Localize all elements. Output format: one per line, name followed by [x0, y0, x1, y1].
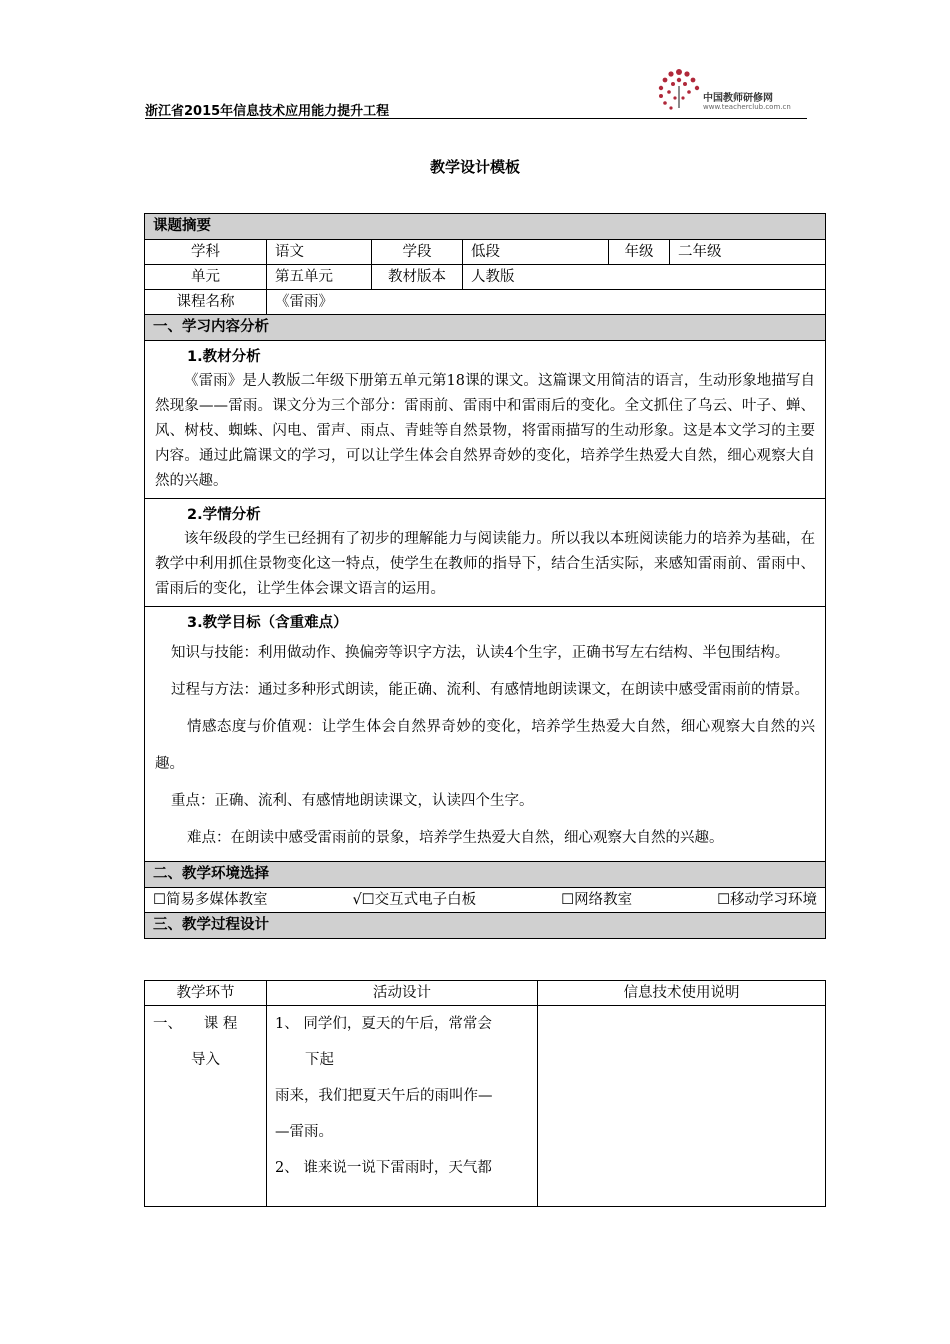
- lesson-plan-table: [144, 213, 826, 939]
- env-option-network-classroom[interactable]: ☐网络教室: [561, 892, 633, 908]
- material-analysis-text: 《雷雨》是人教版二年级下册第五单元第18课的课文。这篇课文用简洁的语言，生动形象地描写自然现象——雷雨。课文分为三个部分：雷雨前、雷雨中和雷雨后的变化。全文抓住了乌云、叶子、蝉、风、树枝、蜘蛛、闪电、雷声、雨点、青蛙等自然景物，将雷雨描写的生动形象。这是本文学习的主要内容。通过此篇课文的学习，可以让学生体会自然界奇妙的变化，培养学生热爱大自然，细心观察大自然的兴趣。: [155, 373, 816, 489]
- unit-value: 第五单元: [267, 265, 372, 290]
- goal-knowledge: 知识与技能：利用做动作、换偏旁等识字方法，认读4个生字，正确书写左右结构、半包围结构。: [171, 645, 790, 661]
- stage-name-cont: 导入: [191, 1052, 220, 1068]
- activity-cell: [267, 1006, 538, 1207]
- activity-line: 雨来，我们把夏天午后的雨叫作—: [275, 1088, 493, 1104]
- student-analysis-text: 该年级段的学生已经拥有了初步的理解能力与阅读能力。所以我以本班阅读能力的培养为基础，在教学中利用抓住景物变化这一特点，使学生在教师的指导下，结合生活实际，来感知雷雨前、雷雨中、雷雨后的变化，让学生体会课文语言的运用。: [155, 531, 816, 597]
- student-analysis: [145, 499, 826, 607]
- goal-emotion: 情感态度与价值观：让学生体会自然界奇妙的变化，培养学生热爱大自然，细心观察大自然的兴趣。: [155, 719, 816, 772]
- subject-label: 学科: [145, 240, 267, 265]
- stage-name: 一、 课 程: [153, 1016, 238, 1032]
- section2-heading: 二、教学环境选择: [145, 862, 826, 888]
- header-title: 浙江省2015年信息技术应用能力提升工程: [145, 104, 390, 119]
- page-header: [145, 66, 807, 122]
- logo-text: 中国教师研修网: [703, 93, 773, 104]
- info-tech-cell: [538, 1006, 826, 1207]
- teaching-goals: [145, 607, 826, 862]
- grade-value: 二年级: [670, 240, 826, 265]
- difficult-point: 难点：在朗读中感受雷雨前的景象，培养学生热爱大自然，细心观察大自然的兴趣。: [187, 830, 724, 846]
- edition-value: 人教版: [463, 265, 826, 290]
- goal-process: 过程与方法：通过多种形式朗读，能正确、流利、有感情地朗读课文，在朗读中感受雷雨前的情景。: [171, 682, 809, 698]
- stage-value: 低段: [463, 240, 609, 265]
- col-header-activity: 活动设计: [267, 981, 538, 1006]
- document-title: 教学设计模板: [429, 158, 520, 176]
- header-divider: [145, 118, 807, 119]
- edition-label: 教材版本: [372, 265, 463, 290]
- unit-label: 单元: [145, 265, 267, 290]
- subject-value: 语文: [267, 240, 372, 265]
- summary-heading: 课题摘要: [145, 214, 826, 240]
- material-analysis-title: 1.教材分析: [187, 349, 261, 365]
- activity-line: 2、 谁来说一说下雷雨时，天气都: [275, 1160, 492, 1176]
- teaching-goals-title: 3.教学目标（含重难点）: [187, 615, 348, 631]
- stage-cell: [145, 1006, 267, 1207]
- env-option-simple-multimedia[interactable]: ☐简易多媒体教室: [153, 892, 268, 908]
- logo-flower-icon: [655, 68, 703, 112]
- process-table: [144, 980, 826, 1207]
- col-header-info-tech: 信息技术使用说明: [538, 981, 826, 1006]
- col-header-stage: 教学环节: [145, 981, 267, 1006]
- course-label: 课程名称: [145, 290, 267, 315]
- activity-line: 1、 同学们，夏天的午后，常常会: [275, 1016, 492, 1032]
- logo-url: www.teacherclub.com.cn: [703, 103, 791, 111]
- stage-label: 学段: [372, 240, 463, 265]
- section1-heading: 一、学习内容分析: [145, 315, 826, 341]
- grade-label: 年级: [609, 240, 670, 265]
- activity-line: 下起: [305, 1052, 334, 1068]
- env-option-mobile-learning[interactable]: ☐移动学习环境: [717, 892, 818, 908]
- student-analysis-title: 2.学情分析: [187, 507, 261, 523]
- env-option-whiteboard[interactable]: √☐交互式电子白板: [352, 892, 477, 908]
- course-value: 《雷雨》: [267, 290, 826, 315]
- section3-heading: 三、教学过程设计: [145, 913, 826, 939]
- key-point: 重点：正确、流利、有感情地朗读课文，认读四个生字。: [171, 793, 534, 809]
- logo: [655, 66, 807, 118]
- activity-line: —雷雨。: [275, 1124, 333, 1140]
- environment-options: [145, 888, 826, 913]
- material-analysis: [145, 341, 826, 499]
